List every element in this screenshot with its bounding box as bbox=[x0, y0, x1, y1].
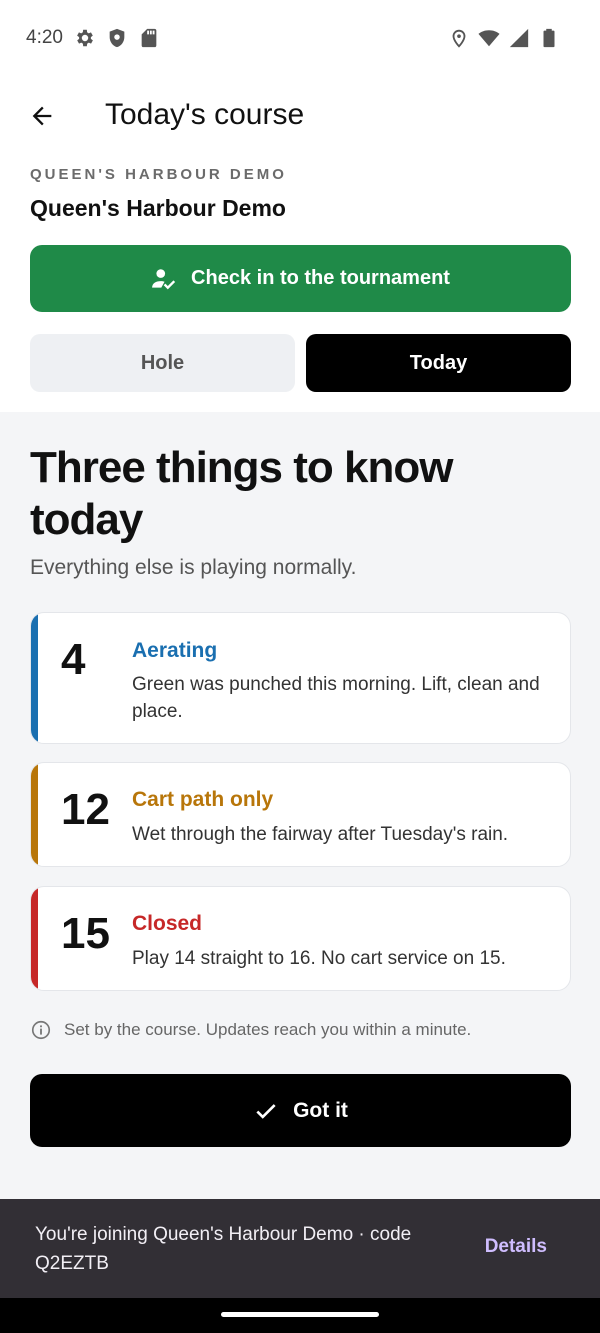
snackbar bbox=[0, 1199, 600, 1298]
details-button[interactable]: Details bbox=[484, 1236, 547, 1257]
check-in-button[interactable] bbox=[30, 245, 571, 312]
tab-today[interactable] bbox=[306, 334, 571, 392]
info-icon bbox=[30, 1019, 52, 1041]
gesture-nav-bar bbox=[0, 1298, 600, 1333]
status-time: 4:20 bbox=[26, 27, 63, 48]
notice-hole-number: 4 bbox=[61, 635, 86, 684]
got-it-button[interactable] bbox=[30, 1074, 571, 1147]
notice-card bbox=[30, 886, 571, 991]
signal-icon bbox=[508, 27, 530, 49]
notice-title: Cart path only bbox=[132, 788, 274, 811]
status-bar bbox=[0, 0, 600, 76]
section-subhead: Everything else is playing normally. bbox=[30, 556, 357, 579]
got-it-label: Got it bbox=[293, 1098, 348, 1122]
snackbar-message: You're joining Queen's Harbour Demo · code Q2EZTB bbox=[35, 1224, 412, 1274]
check-in-label: Check in to the tournament bbox=[191, 267, 450, 289]
tab-today-label: Today bbox=[409, 351, 468, 374]
notice-card bbox=[30, 762, 571, 867]
notice-hole-number: 15 bbox=[61, 909, 110, 958]
sd-card-icon bbox=[138, 27, 160, 49]
today-section bbox=[0, 412, 600, 1199]
gear-icon bbox=[74, 27, 96, 49]
check-icon bbox=[253, 1098, 279, 1124]
notice-accent-bar bbox=[31, 613, 38, 743]
tab-hole[interactable] bbox=[30, 334, 295, 392]
notice-title: Aerating bbox=[132, 639, 218, 662]
notice-description: Play 14 straight to 16. No cart service on 15. bbox=[132, 948, 506, 969]
notice-accent-bar bbox=[31, 887, 38, 990]
notice-title: Closed bbox=[132, 912, 203, 935]
shield-icon bbox=[106, 27, 128, 49]
app-bar bbox=[0, 90, 600, 146]
battery-icon bbox=[538, 27, 560, 49]
notice-description: Wet through the fairway after Tuesday's rain. bbox=[132, 824, 509, 845]
home-indicator[interactable] bbox=[221, 1312, 379, 1317]
person-check-icon bbox=[151, 266, 177, 292]
arrow-back-icon bbox=[28, 102, 56, 130]
notice-description: Green was punched this morning. Lift, clean and place. bbox=[132, 674, 540, 722]
back-button[interactable] bbox=[20, 94, 64, 138]
location-icon bbox=[448, 27, 470, 49]
info-note bbox=[30, 1019, 471, 1041]
notice-card bbox=[30, 612, 571, 744]
wifi-icon bbox=[478, 27, 500, 49]
info-text: Set by the course. Updates reach you within a minute. bbox=[64, 1020, 472, 1039]
notice-accent-bar bbox=[31, 763, 38, 866]
notice-hole-number: 12 bbox=[61, 785, 110, 834]
page-title: Today's course bbox=[105, 98, 305, 131]
section-headline: Three things to know today bbox=[30, 443, 453, 544]
course-name: Queen's Harbour Demo bbox=[30, 195, 286, 221]
tab-hole-label: Hole bbox=[140, 351, 185, 374]
course-kicker: QUEEN'S HARBOUR DEMO bbox=[30, 166, 287, 183]
